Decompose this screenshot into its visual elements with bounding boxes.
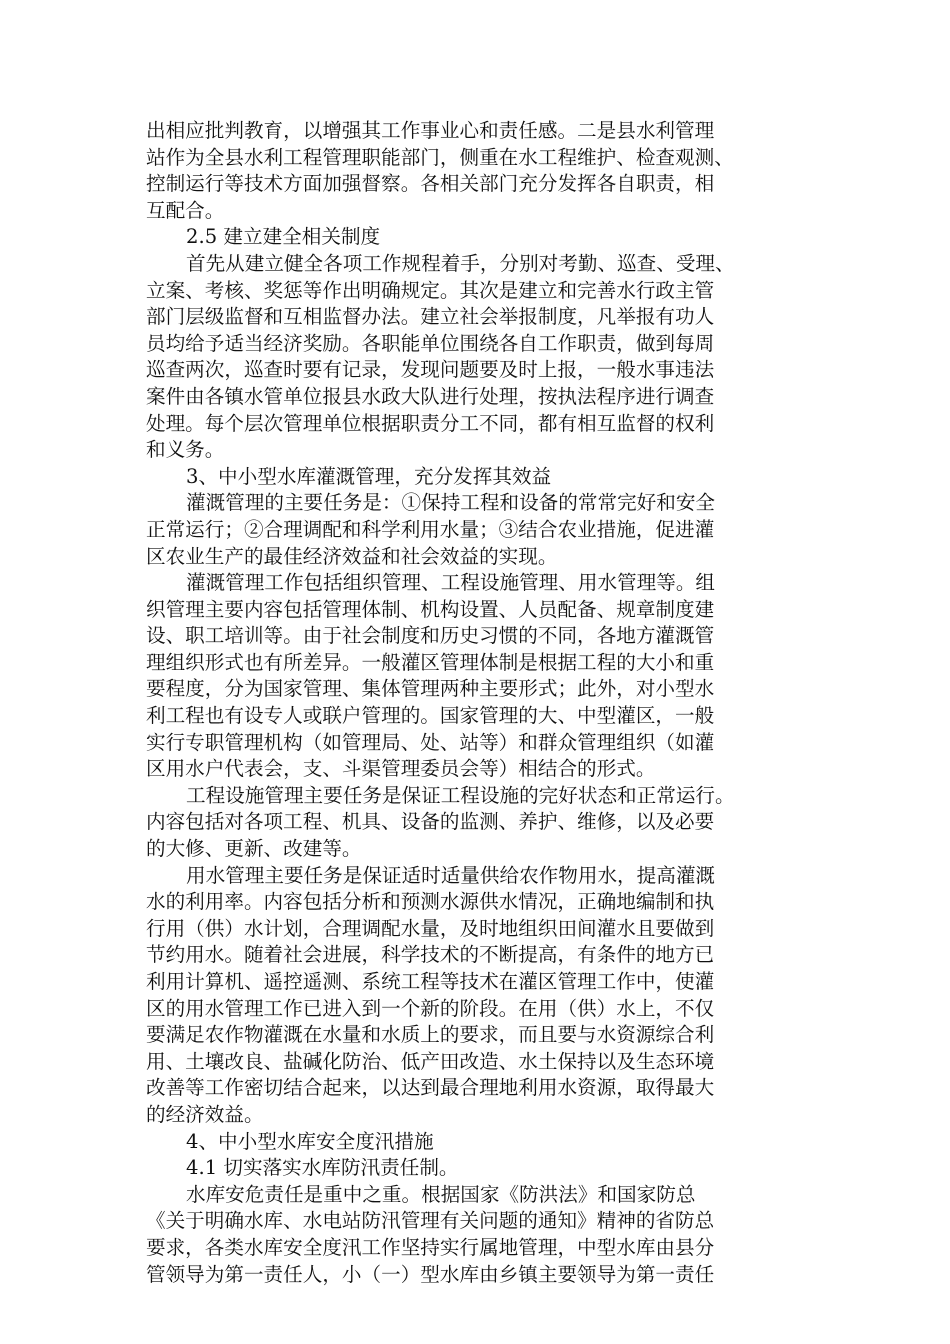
text-line: 出相应批判教育，以增强其工作事业心和责任感。二是县水利管理: [146, 119, 715, 142]
text-line: 的大修、更新、改建等。: [146, 837, 362, 861]
text-line: 利用计算机、遥控遥测、系统工程等技术在灌区管理工作中，使灌: [146, 970, 715, 993]
text-line: 用水管理主要任务是保证适时适量供给农作物用水，提高灌溉: [186, 863, 716, 887]
text-line: 的经济效益。: [146, 1102, 264, 1126]
text-line: 互配合。: [146, 198, 225, 222]
text-line: 用、土壤改良、盐碱化防治、低产田改造、水土保持以及生态环境: [146, 1049, 715, 1073]
text-line: 要满足农作物灌溉在水量和水质上的要求，而且要与水资源综合利: [146, 1023, 715, 1047]
text-line: 水的利用率。内容包括分析和预测水源供水情况，正确地编制和执: [146, 890, 715, 914]
text-line: 立案、考核、奖惩等作出明确规定。其次是建立和完善水行政主管: [146, 278, 715, 302]
text-line: 控制运行等技术方面加强督察。各相关部门充分发挥各自职责，相: [146, 172, 715, 196]
text-line: 3、中小型水库灌溉管理，充分发挥其效益: [186, 464, 552, 488]
text-line: 工程设施管理主要任务是保证工程设施的完好状态和正常运行。: [186, 783, 735, 807]
text-line: 2.5 建立建全相关制度: [186, 225, 381, 249]
text-line: 区农业生产的最佳经济效益和社会效益的实现。: [146, 544, 558, 568]
text-line: 区的用水管理工作已进入到一个新的阶段。在用（供）水上，不仅: [146, 996, 715, 1020]
text-line: 首先从建立健全各项工作规程着手，分别对考勤、巡查、受理、: [186, 251, 735, 275]
text-line: 要求，各类水库安全度汛工作坚持实行属地管理，中型水库由县分: [146, 1235, 715, 1259]
text-line: 管领导为第一责任人，小（一）型水库由乡镇主要领导为第一责任: [146, 1262, 715, 1286]
text-line: 部门层级监督和互相监督办法。建立社会举报制度，凡举报有功人: [146, 305, 715, 329]
text-line: 节约用水。随着社会进展，科学技术的不断提高，有条件的地方已: [146, 943, 715, 967]
text-line: 灌溉管理工作包括组织管理、工程设施管理、用水管理等。组: [186, 571, 716, 595]
text-line: 水库安危责任是重中之重。根据国家《防洪法》和国家防总: [186, 1182, 696, 1206]
text-line: 行用（供）水计划，合理调配水量，及时地组织田间灌水且要做到: [146, 916, 715, 940]
text-line: 正常运行；②合理调配和科学利用水量；③结合农业措施，促进灌: [146, 517, 715, 541]
text-line: 处理。每个层次管理单位根据职责分工不同，都有相互监督的权利: [146, 411, 715, 435]
text-line: 巡查两次，巡查时要有记录，发现问题要及时上报，一般水事违法: [146, 358, 715, 382]
text-line: 4.1 切实落实水库防汛责任制。: [186, 1156, 459, 1180]
text-line: 和义务。: [146, 438, 225, 462]
text-line: 案件由各镇水管单位报县水政大队进行处理，按执法程序进行调查: [146, 384, 715, 408]
text-line: 利工程也有设专人或联户管理的。国家管理的大、中型灌区，一般: [146, 704, 715, 728]
document-page: [146, 118, 811, 1288]
text-line: 内容包括对各项工程、机具、设备的监测、养护、维修，以及必要: [146, 810, 715, 834]
text-line: 改善等工作密切结合起来，以达到最合理地利用水资源，取得最大: [146, 1076, 715, 1100]
text-line: 织管理主要内容包括管理体制、机构设置、人员配备、规章制度建: [146, 597, 715, 621]
text-line: 理组织形式也有所差异。一般灌区管理体制是根据工程的大小和重: [146, 650, 715, 674]
text-line: 《关于明确水库、水电站防汛管理有关问题的通知》精神的省防总: [146, 1209, 715, 1233]
text-line: 灌溉管理的主要任务是：①保持工程和设备的常常完好和安全: [186, 491, 716, 515]
text-line: 4、中小型水库安全度汛措施: [186, 1129, 434, 1153]
text-line: 区用水户代表会，支、斗渠管理委员会等）相结合的形式。: [146, 757, 656, 781]
text-line: 设、职工培训等。由于社会制度和历史习惯的不同，各地方灌溉管: [146, 624, 715, 648]
text-line: 要程度，分为国家管理、集体管理两种主要形式；此外，对小型水: [146, 677, 715, 701]
text-line: 站作为全县水利工程管理职能部门，侧重在水工程维护、检查观测、: [146, 145, 734, 169]
text-line: 员均给予适当经济奖励。各职能单位围绕各自工作职责，做到每周: [146, 331, 715, 355]
text-line: 实行专职管理机构（如管理局、处、站等）和群众管理组织（如灌: [146, 730, 715, 754]
